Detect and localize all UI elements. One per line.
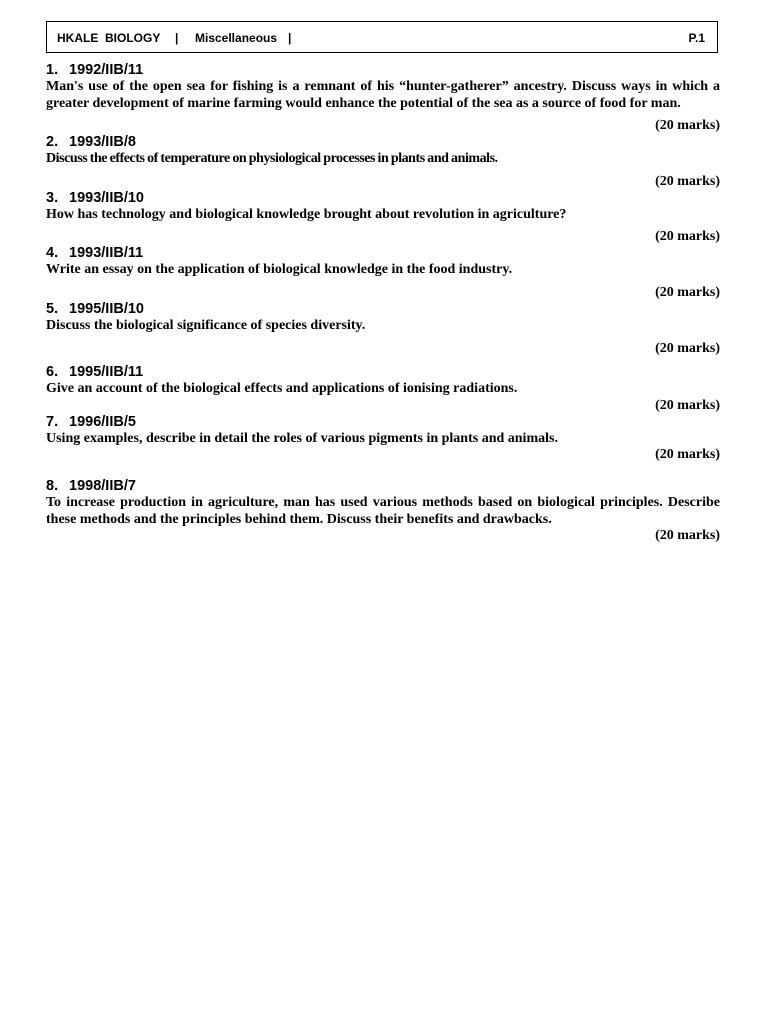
question-code: 1993/IIB/8	[69, 134, 136, 150]
question-code: 1995/IIB/10	[69, 300, 144, 317]
question-text: Discuss the effects of temperature on physiological processes in plants and animals.	[46, 151, 498, 166]
question-heading	[46, 301, 720, 318]
question-heading	[46, 134, 720, 151]
question-marks: (20 marks)	[655, 118, 720, 133]
question-item	[46, 62, 720, 134]
question-item	[46, 190, 720, 246]
question-text: Give an account of the biological effects and applications of ionising radiations.	[46, 381, 518, 396]
question-marks: (20 marks)	[655, 528, 720, 543]
question-code: 1992/IIB/11	[69, 62, 144, 78]
question-item	[46, 134, 720, 190]
question-number: 5.	[46, 300, 59, 317]
question-number: 4.	[46, 245, 59, 261]
question-marks: (20 marks)	[655, 173, 720, 189]
header-subject: HKALE BIOLOGY	[57, 31, 161, 45]
page-header	[46, 21, 718, 53]
header-separator: |	[175, 31, 179, 45]
question-item	[46, 301, 720, 358]
question-text: Discuss the biological significance of species diversity.	[46, 317, 366, 333]
question-item	[46, 364, 720, 414]
question-text: How has technology and biological knowledge brought about revolution in agriculture?	[46, 206, 567, 222]
question-number: 1.	[46, 62, 59, 78]
question-text: Write an essay on the application of biological knowledge in the food industry.	[46, 262, 513, 277]
header-topic: Miscellaneous	[195, 31, 278, 45]
question-code: 1996/IIB/5	[69, 413, 136, 430]
question-number: 2.	[46, 134, 59, 150]
question-number: 7.	[46, 413, 59, 430]
question-number: 6.	[46, 364, 59, 380]
question-list	[46, 62, 720, 544]
question-heading	[46, 364, 720, 381]
question-heading	[46, 190, 720, 207]
question-marks: (20 marks)	[655, 447, 720, 462]
question-text: Man's use of the open sea for fishing is a remnant of his “hunter-gatherer” ancestry. Discuss ways in which a greater development of marine farming would enhance the potential of the sea as a source of food for man.	[46, 79, 720, 111]
question-item	[46, 414, 720, 464]
question-code: 1998/IIB/7	[69, 478, 136, 494]
question-heading	[46, 245, 720, 262]
question-item	[46, 245, 720, 301]
question-code: 1993/IIB/10	[69, 189, 144, 206]
question-code: 1993/IIB/11	[69, 245, 144, 261]
question-marks: (20 marks)	[655, 397, 720, 413]
question-text: Using examples, describe in detail the roles of various pigments in plants and animals.	[46, 430, 558, 446]
header-separator: |	[288, 31, 292, 45]
header-page-number: P.1	[688, 31, 705, 45]
question-number: 8.	[46, 478, 59, 494]
question-marks: (20 marks)	[655, 229, 720, 244]
question-code: 1995/IIB/11	[69, 364, 144, 380]
question-heading	[46, 478, 720, 495]
question-item	[46, 478, 720, 544]
question-number: 3.	[46, 189, 59, 206]
question-heading	[46, 62, 720, 79]
question-marks: (20 marks)	[655, 341, 720, 356]
question-text: To increase production in agriculture, man has used various methods based on biological principles. Describe these methods and the principles behind them. Discuss their benefits and drawbacks.	[46, 495, 720, 527]
question-heading	[46, 414, 720, 431]
question-marks: (20 marks)	[655, 284, 720, 300]
